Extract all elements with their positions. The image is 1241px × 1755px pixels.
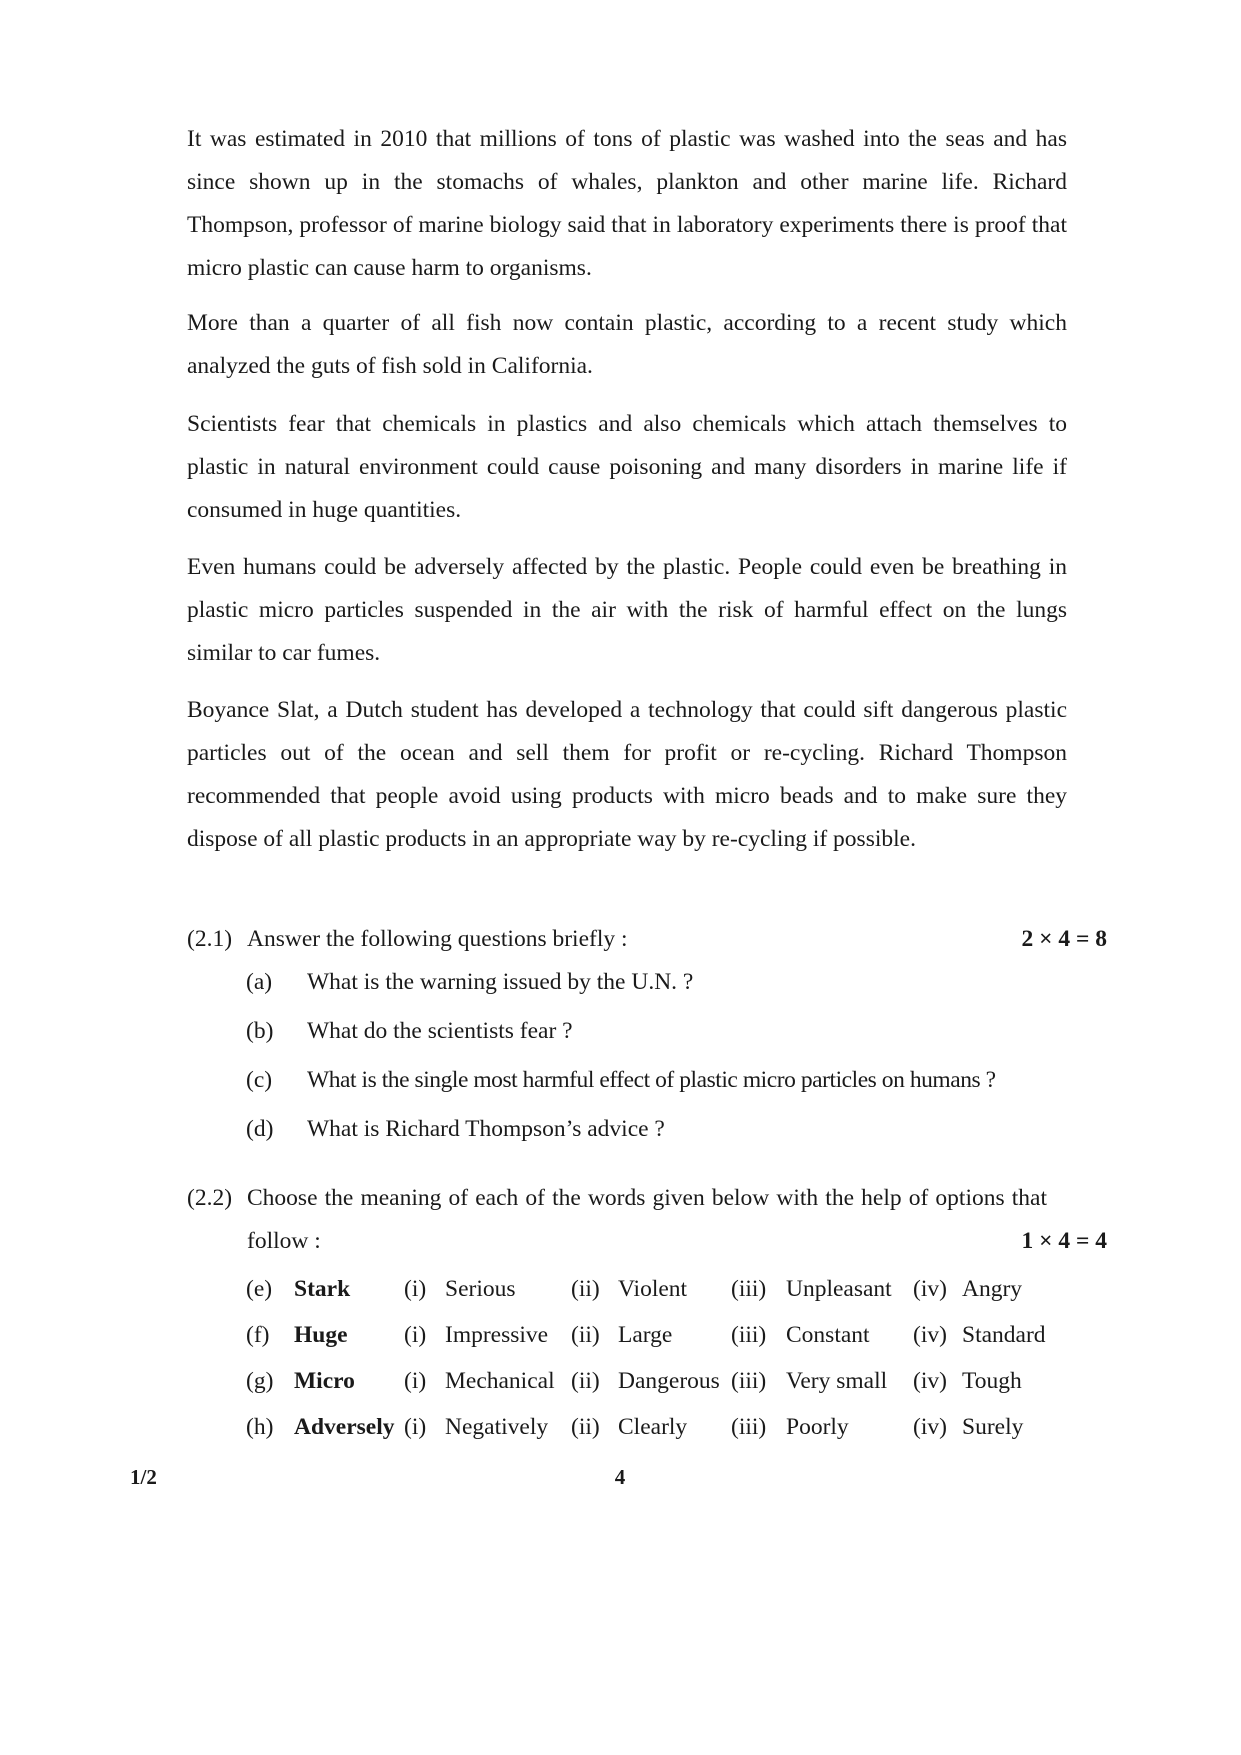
option-text: Negatively (445, 1414, 549, 1440)
question-text: Answer the following questions briefly : (247, 926, 628, 952)
option-number: (ii) (571, 1276, 600, 1302)
vocab-label: (h) (246, 1414, 274, 1440)
option-number: (i) (404, 1368, 427, 1394)
option-number: (ii) (571, 1368, 600, 1394)
option-text: Clearly (618, 1414, 688, 1440)
question-text: Choose the meaning of each of the words given below with the help of options that follow : (247, 1185, 1047, 1254)
vocab-word: Stark (294, 1276, 351, 1302)
option-number: (iv) (913, 1276, 947, 1302)
sub-question-text: What is the single most harmful effect of plastic micro particles on humans ? (307, 1067, 996, 1093)
question-2-2-heading (187, 1177, 1107, 1263)
marks-allocation: 2 × 4 = 8 (1021, 926, 1107, 952)
option-number: (i) (404, 1322, 427, 1348)
sub-question-label: (b) (246, 1018, 274, 1044)
page-number: 4 (614, 1465, 626, 1489)
option-number: (iii) (731, 1414, 767, 1440)
paper-code: 1/2 (130, 1465, 157, 1489)
option-number: (iv) (913, 1322, 947, 1348)
sub-question-label: (c) (246, 1067, 273, 1093)
marks-allocation: 1 × 4 = 4 (1021, 1228, 1107, 1254)
option-number: (iv) (913, 1414, 947, 1440)
option-number: (iv) (913, 1368, 947, 1394)
vocab-row-g (246, 1360, 1076, 1403)
option-number: (ii) (571, 1322, 600, 1348)
option-text: Serious (445, 1276, 516, 1302)
sub-question-text: What is the warning issued by the U.N. ? (307, 969, 694, 995)
sub-question-text: What do the scientists fear ? (307, 1018, 573, 1044)
option-text: Unpleasant (786, 1276, 892, 1302)
option-text: Angry (962, 1276, 1023, 1302)
passage-paragraph-3: Scientists fear that chemicals in plastics and also chemicals which attach themselves to plastic in natural environment could cause poisoning and many disorders in marine life if consumed in huge quantities. (187, 411, 1067, 523)
vocab-word: Adversely (294, 1414, 395, 1440)
vocab-label: (g) (246, 1368, 274, 1394)
option-text: Impressive (445, 1322, 549, 1348)
option-text: Constant (786, 1322, 870, 1348)
question-2-1-heading (187, 918, 1107, 961)
option-text: Very small (786, 1368, 888, 1394)
vocab-word: Huge (294, 1322, 348, 1348)
vocab-row-f (246, 1314, 1076, 1357)
option-number: (ii) (571, 1414, 600, 1440)
passage-paragraph-2: More than a quarter of all fish now contain plastic, according to a recent study which analyzed the guts of fish sold in California. (187, 310, 1067, 379)
vocab-label: (e) (246, 1276, 273, 1302)
option-text: Large (618, 1322, 673, 1348)
question-number: (2.2) (187, 1185, 233, 1211)
option-number: (iii) (731, 1276, 767, 1302)
vocab-word: Micro (294, 1368, 355, 1394)
option-text: Surely (962, 1414, 1024, 1440)
option-text: Violent (618, 1276, 688, 1302)
sub-question-label: (d) (246, 1116, 274, 1142)
vocab-row-h (246, 1406, 1076, 1449)
option-number: (i) (404, 1414, 427, 1440)
passage-paragraph-1: It was estimated in 2010 that millions of tons of plastic was washed into the seas and has since shown up in the stomachs of whales, plankton and other marine life. Richard Thompson, professor of marine biology said that in laboratory experiments there is proof that micro plastic can cause harm to organisms. (187, 126, 1067, 281)
option-number: (i) (404, 1276, 427, 1302)
option-text: Dangerous (618, 1368, 720, 1394)
option-text: Standard (962, 1322, 1046, 1348)
sub-question-label: (a) (246, 969, 273, 995)
option-text: Tough (962, 1368, 1022, 1394)
sub-question-text: What is Richard Thompson’s advice ? (307, 1116, 665, 1142)
option-text: Mechanical (445, 1368, 555, 1394)
passage-paragraph-5: Boyance Slat, a Dutch student has developed a technology that could sift dangerous plastic particles out of the ocean and sell them for profit or re-cycling. Richard Thompson recommended that people avoid using products with micro beads and to make sure they dispose of all plastic products in an appropriate way by re-cycling if possible. (187, 697, 1067, 852)
vocab-label: (f) (246, 1322, 270, 1348)
passage-paragraph-4: Even humans could be adversely affected by the plastic. People could even be breathing in plastic micro particles suspended in the air with the risk of harmful effect on the lungs similar to car fumes. (187, 554, 1067, 666)
option-number: (iii) (731, 1368, 767, 1394)
option-number: (iii) (731, 1322, 767, 1348)
vocab-row-e (246, 1268, 1076, 1311)
question-number: (2.1) (187, 926, 233, 952)
option-text: Poorly (786, 1414, 849, 1440)
